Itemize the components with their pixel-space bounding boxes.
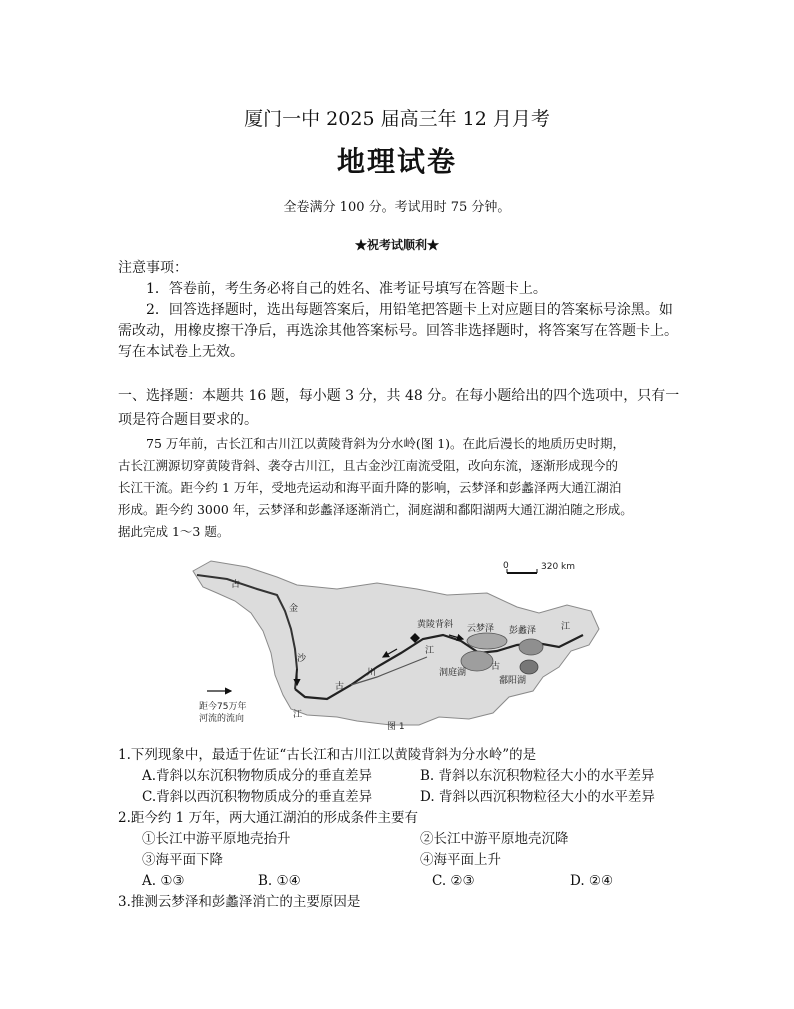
q1-option-d: D. 背斜以西沉积物粒径大小的水平差异 <box>420 789 655 805</box>
map-label-pengli: 彭蠡泽 <box>509 626 537 636</box>
notice-heading: 注意事项： <box>118 260 188 276</box>
q1-option-a: A.背斜以东沉积物物质成分的垂直差异 <box>142 768 373 784</box>
passage-line-1: 75 万年前，古长江和古川江以黄陵背斜为分水岭(图 1)。在此后漫长的地质历史时期， <box>146 436 626 451</box>
exam-info: 全卷满分 100 分。考试用时 75 分钟。 <box>283 200 511 215</box>
scale-km-label: 320 km <box>541 562 576 572</box>
q2-item-4: ④海平面上升 <box>420 852 501 868</box>
legend-line-1: 距今75万年 <box>199 702 247 712</box>
figure-caption: 图 1 <box>387 722 405 732</box>
q2-option-a: A. ①③ <box>142 873 185 889</box>
subject-title: 地理试卷 <box>336 145 457 178</box>
scale-zero-label: 0 <box>503 561 509 571</box>
notice-item-2-line-3: 写在本试卷上无效。 <box>118 344 244 360</box>
map-label-sha: 沙 <box>297 654 307 664</box>
passage-line-5: 据此完成 1～3 题。 <box>118 524 230 539</box>
question-3: 3.推测云梦泽和彭蠡泽消亡的主要原因是 <box>118 894 361 910</box>
yunmeng-lake <box>467 633 507 649</box>
yangtze-map-figure <box>187 549 605 732</box>
map-label-huangling: 黄陵背斜 <box>417 620 454 630</box>
map-label-gu-2: 古 <box>335 682 345 692</box>
exam-title: 厦门一中 2025 届高三年 12 月月考 <box>244 108 550 130</box>
q2-item-1: ①长江中游平原地壳抬升 <box>142 831 291 847</box>
q1-option-c: C.背斜以西沉积物物质成分的垂直差异 <box>142 789 373 805</box>
question-1: 1.下列现象中，最适于佐证“古长江和古川江以黄陵背斜为分水岭”的是 <box>118 747 537 763</box>
question-2: 2.距今约 1 万年，两大通江湖泊的形成条件主要有 <box>118 810 419 826</box>
section-heading-line-1: 一、选择题：本题共 16 题，每小题 3 分，共 48 分。在每小题给出的四个选项中，只有一 <box>118 388 680 404</box>
map-label-jiang-3: 江 <box>425 646 435 656</box>
map-label-dongting: 洞庭湖 <box>439 668 467 678</box>
poyang-lake <box>520 660 538 674</box>
q2-option-c: C. ②③ <box>432 873 475 889</box>
q2-option-b: B. ①④ <box>258 873 301 889</box>
map-label-jiang-1: 江 <box>293 710 303 720</box>
map-label-jin: 金 <box>289 604 299 614</box>
map-svg <box>187 549 605 732</box>
map-label-jiang-2: 江 <box>561 622 571 632</box>
good-luck-banner: ★祝考试顺利★ <box>354 238 439 252</box>
notice-item-2-line-1: 2．回答选择题时，选出每题答案后，用铅笔把答题卡上对应题目的答案标号涂黑。如 <box>146 302 673 318</box>
passage-line-4: 形成。距今约 3000 年，云梦泽和彭蠡泽逐渐消亡，洞庭湖和鄱阳湖两大通江湖泊随之形成。 <box>118 502 633 517</box>
map-label-gu-1: 古 <box>231 580 241 590</box>
passage-line-3: 长江干流。距今约 1 万年，受地壳运动和海平面升降的影响，云梦泽和彭蠡泽两大通江湖泊 <box>118 480 622 495</box>
notice-item-1: 1．答卷前，考生务必将自己的姓名、准考证号填写在答题卡上。 <box>146 281 547 297</box>
map-label-chuan: 川 <box>367 668 377 678</box>
pengli-lake <box>519 639 543 655</box>
q2-option-d: D. ②④ <box>570 873 614 889</box>
map-label-yunmeng: 云梦泽 <box>467 624 495 634</box>
q2-item-2: ②长江中游平原地壳沉降 <box>420 831 569 847</box>
map-label-gu-3: 古 <box>491 662 501 672</box>
q2-item-3: ③海平面下降 <box>142 852 223 868</box>
notice-item-2-line-2: 需改动，用橡皮擦干净后，再选涂其他答案标号。回答非选择题时，将答案写在答题卡上。 <box>118 323 678 339</box>
q1-option-b: B. 背斜以东沉积物粒径大小的水平差异 <box>420 768 655 784</box>
section-heading-line-2: 项是符合题目要求的。 <box>118 412 258 428</box>
passage-line-2: 古长江溯源切穿黄陵背斜、袭夺古川江，且古金沙江南流受阻，改向东流，逐渐形成现今的 <box>118 458 619 473</box>
map-label-poyang: 鄱阳湖 <box>499 676 527 686</box>
legend-line-2: 河流的流向 <box>199 714 245 724</box>
